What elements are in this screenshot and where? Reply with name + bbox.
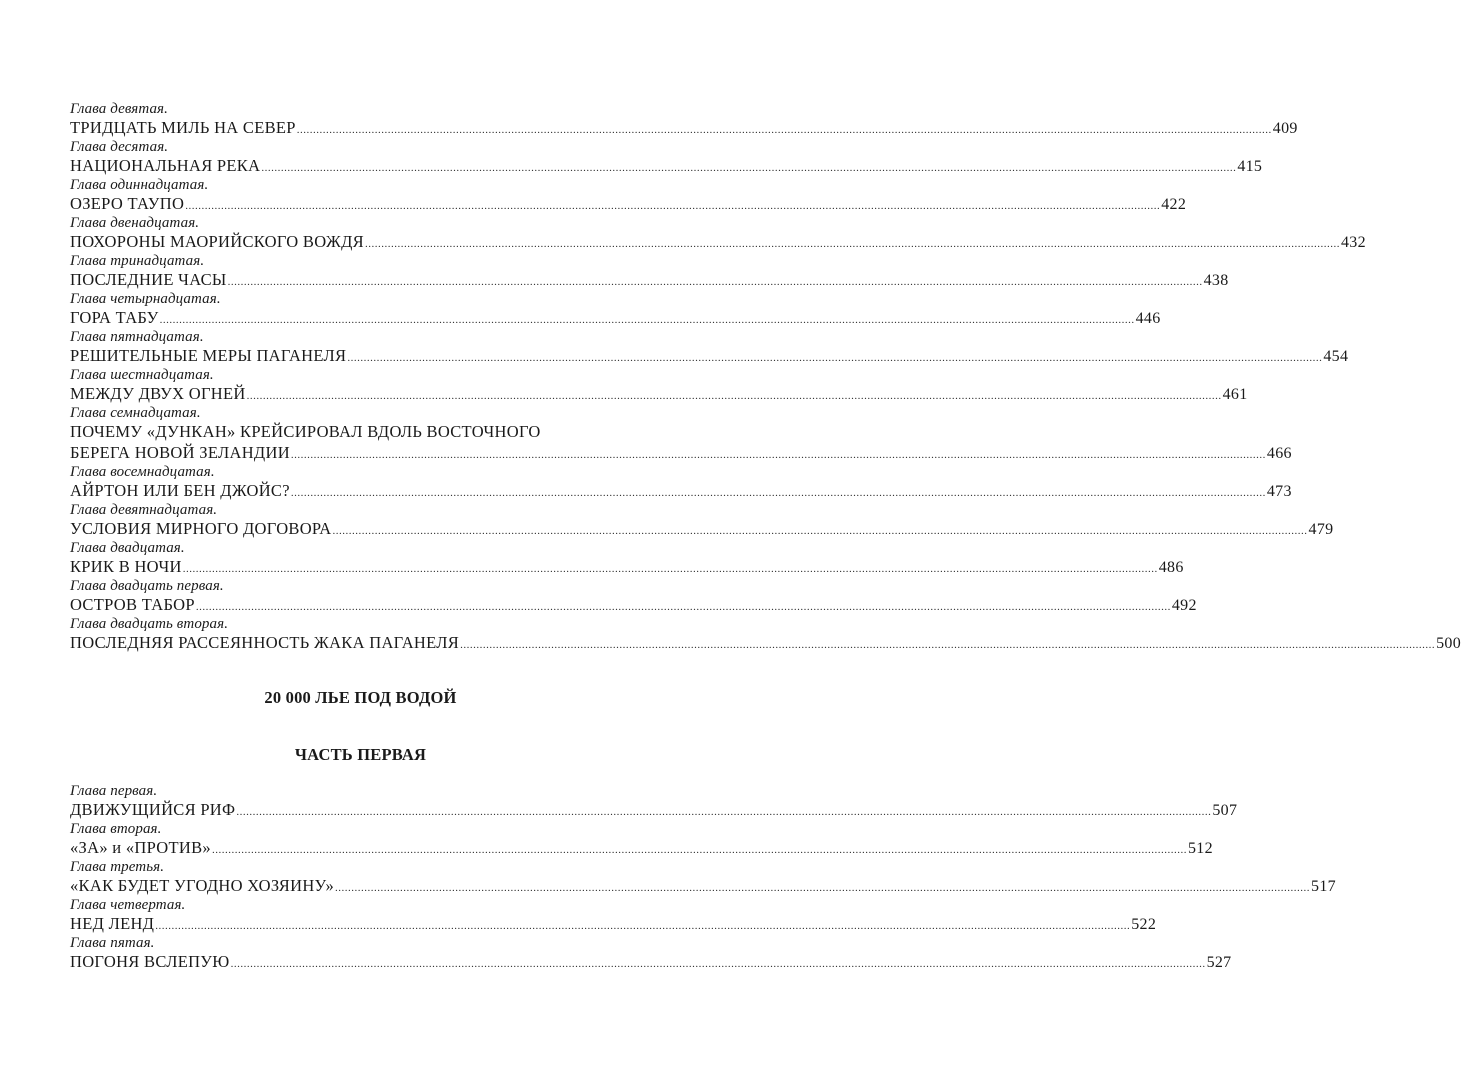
chapter-label: Глава двенадцатая. bbox=[70, 215, 200, 231]
dot-leader: ............................................................................................................................................................................................................................................................................................................ bbox=[332, 525, 1308, 537]
dot-leader: ............................................................................................................................................................................................................................................................................................................ bbox=[236, 806, 1212, 818]
dot-leader: ............................................................................................................................................................................................................................................................................................................ bbox=[365, 238, 1340, 250]
entry-title: АЙРТОН ИЛИ БЕН ДЖОЙС? bbox=[70, 481, 290, 500]
toc-entry bbox=[70, 897, 1157, 935]
toc-entry bbox=[70, 540, 1184, 578]
part-title: ЧАСТЬ ПЕРВАЯ bbox=[294, 745, 427, 764]
entry-line bbox=[70, 307, 1161, 329]
entry-title: ОСТРОВ ТАБОР bbox=[70, 595, 195, 614]
chapter-label: Глава четвертая. bbox=[70, 897, 186, 913]
entry-title: НАЦИОНАЛЬНАЯ РЕКА bbox=[70, 156, 261, 175]
toc-entry bbox=[70, 502, 1334, 540]
chapter-label: Глава десятая. bbox=[70, 139, 169, 155]
entry-title: МЕЖДУ ДВУХ ОГНЕЙ bbox=[70, 384, 246, 403]
entry-title: КРИК В НОЧИ bbox=[70, 557, 182, 576]
toc-section-1 bbox=[70, 101, 1461, 654]
chapter-label: Глава пятнадцатая. bbox=[70, 329, 204, 345]
entry-line bbox=[70, 480, 1292, 502]
page-number: 432 bbox=[1341, 234, 1366, 251]
toc-section-2 bbox=[70, 783, 1336, 973]
page-number: 446 bbox=[1135, 310, 1161, 327]
entry-line bbox=[70, 799, 1238, 821]
chapter-label: Глава одиннадцатая. bbox=[70, 177, 209, 193]
toc-entry bbox=[70, 821, 1213, 859]
page-number: 479 bbox=[1308, 521, 1334, 538]
page-number: 454 bbox=[1323, 348, 1349, 365]
entry-title: НЕД ЛЕНД bbox=[70, 914, 155, 933]
entry-line bbox=[70, 155, 1263, 177]
entry-title: ОЗЕРО ТАУПО bbox=[70, 194, 185, 213]
entry-title: ПОГОНЯ ВСЛЕПУЮ bbox=[70, 952, 230, 971]
book-title: 20 000 ЛЬЕ ПОД ВОДОЙ bbox=[264, 688, 457, 707]
toc-entry bbox=[70, 253, 1229, 291]
page-number: 486 bbox=[1158, 559, 1184, 576]
toc-entry bbox=[70, 291, 1161, 329]
entry-title: РЕШИТЕЛЬНЫЕ МЕРЫ ПАГАНЕЛЯ bbox=[70, 346, 347, 365]
entry-line bbox=[70, 442, 1292, 464]
toc-entry bbox=[70, 405, 1292, 464]
page-number: 507 bbox=[1212, 802, 1238, 819]
entry-line bbox=[70, 117, 1298, 139]
toc-entry bbox=[70, 616, 1461, 654]
page-number: 512 bbox=[1187, 840, 1213, 857]
entry-line bbox=[70, 913, 1157, 935]
page-number: 473 bbox=[1266, 483, 1292, 500]
entry-line bbox=[70, 837, 1213, 859]
entry-title: УСЛОВИЯ МИРНОГО ДОГОВОРА bbox=[70, 519, 332, 538]
chapter-label: Глава двадцать первая. bbox=[70, 578, 224, 594]
chapter-label: Глава семнадцатая. bbox=[70, 405, 201, 421]
page-number: 438 bbox=[1203, 272, 1229, 289]
dot-leader: ............................................................................................................................................................................................................................................................................................................ bbox=[335, 882, 1311, 894]
dot-leader: ............................................................................................................................................................................................................................................................................................................ bbox=[185, 200, 1161, 212]
page-number: 492 bbox=[1171, 597, 1197, 614]
entry-line bbox=[70, 951, 1232, 973]
dot-leader: ............................................................................................................................................................................................................................................................................................................ bbox=[159, 314, 1135, 326]
dot-leader: ............................................................................................................................................................................................................................................................................................................ bbox=[347, 352, 1323, 364]
toc-entry bbox=[70, 859, 1336, 897]
dot-leader: ............................................................................................................................................................................................................................................................................................................ bbox=[290, 449, 1266, 461]
entry-line bbox=[70, 594, 1197, 616]
toc-entry bbox=[70, 329, 1349, 367]
page-number: 422 bbox=[1161, 196, 1187, 213]
entry-title: ТРИДЦАТЬ МИЛЬ НА СЕВЕР bbox=[70, 118, 296, 137]
chapter-label: Глава девятая. bbox=[70, 101, 168, 117]
toc-entry bbox=[70, 139, 1263, 177]
chapter-label: Глава девятнадцатая. bbox=[70, 502, 218, 518]
toc-entry bbox=[70, 215, 1366, 253]
toc-entry bbox=[70, 367, 1248, 405]
entry-line bbox=[70, 632, 1461, 654]
entry-title: ДВИЖУЩИЙСЯ РИФ bbox=[70, 800, 236, 819]
toc-entry bbox=[70, 935, 1232, 973]
dot-leader: ............................................................................................................................................................................................................................................................................................................ bbox=[460, 639, 1436, 651]
chapter-label: Глава вторая. bbox=[70, 821, 162, 837]
entry-line bbox=[70, 383, 1248, 405]
page-number: 466 bbox=[1266, 445, 1292, 462]
entry-line bbox=[70, 875, 1336, 897]
chapter-label: Глава первая. bbox=[70, 783, 158, 799]
entry-title: ПОСЛЕДНЯЯ РАССЕЯННОСТЬ ЖАКА ПАГАНЕЛЯ bbox=[70, 633, 460, 652]
dot-leader: ............................................................................................................................................................................................................................................................................................................ bbox=[290, 487, 1266, 499]
entry-line bbox=[70, 556, 1184, 578]
page-number: 415 bbox=[1237, 158, 1263, 175]
entry-line bbox=[70, 231, 1366, 253]
page-number: 409 bbox=[1272, 120, 1298, 137]
dot-leader: ............................................................................................................................................................................................................................................................................................................ bbox=[261, 162, 1237, 174]
page-number: 461 bbox=[1222, 386, 1248, 403]
dot-leader: ............................................................................................................................................................................................................................................................................................................ bbox=[230, 958, 1206, 970]
entry-line bbox=[70, 345, 1349, 367]
entry-title: ПОЧЕМУ «ДУНКАН» КРЕЙСИРОВАЛ ВДОЛЬ ВОСТОЧНОГО bbox=[70, 422, 541, 441]
page-number: 500 bbox=[1436, 635, 1461, 652]
dot-leader: ............................................................................................................................................................................................................................................................................................................ bbox=[296, 124, 1272, 136]
chapter-label: Глава пятая. bbox=[70, 935, 155, 951]
toc-entry bbox=[70, 464, 1292, 502]
toc-entry bbox=[70, 783, 1238, 821]
chapter-label: Глава восемнадцатая. bbox=[70, 464, 215, 480]
entry-title: «КАК БУДЕТ УГОДНО ХОЗЯИНУ» bbox=[70, 876, 335, 895]
entry-title: «ЗА» и «ПРОТИВ» bbox=[70, 838, 211, 857]
toc-entry bbox=[70, 101, 1298, 139]
chapter-label: Глава третья. bbox=[70, 859, 165, 875]
entry-title: ГОРА ТАБУ bbox=[70, 308, 159, 327]
dot-leader: ............................................................................................................................................................................................................................................................................................................ bbox=[211, 844, 1187, 856]
chapter-label: Глава двадцатая. bbox=[70, 540, 185, 556]
dot-leader: ............................................................................................................................................................................................................................................................................................................ bbox=[246, 390, 1222, 402]
entry-title: ПОСЛЕДНИЕ ЧАСЫ bbox=[70, 270, 227, 289]
page-number: 517 bbox=[1311, 878, 1336, 895]
page-number: 522 bbox=[1131, 916, 1157, 933]
entry-line bbox=[70, 193, 1187, 215]
dot-leader: ............................................................................................................................................................................................................................................................................................................ bbox=[155, 920, 1131, 932]
dot-leader: ............................................................................................................................................................................................................................................................................................................ bbox=[195, 601, 1171, 613]
chapter-label: Глава четырнадцатая. bbox=[70, 291, 221, 307]
entry-line bbox=[70, 269, 1229, 291]
page-number: 527 bbox=[1206, 954, 1232, 971]
chapter-label: Глава двадцать вторая. bbox=[70, 616, 229, 632]
dot-leader: ............................................................................................................................................................................................................................................................................................................ bbox=[227, 276, 1203, 288]
toc-entry bbox=[70, 177, 1187, 215]
toc-entry bbox=[70, 578, 1197, 616]
entry-title: ПОХОРОНЫ МАОРИЙСКОГО ВОЖДЯ bbox=[70, 232, 364, 251]
chapter-label: Глава тринадцатая. bbox=[70, 253, 205, 269]
dot-leader: ............................................................................................................................................................................................................................................................................................................ bbox=[182, 563, 1158, 575]
chapter-label: Глава шестнадцатая. bbox=[70, 367, 214, 383]
entry-title-cont: БЕРЕГА НОВОЙ ЗЕЛАНДИИ bbox=[70, 443, 290, 462]
entry-line bbox=[70, 518, 1334, 540]
